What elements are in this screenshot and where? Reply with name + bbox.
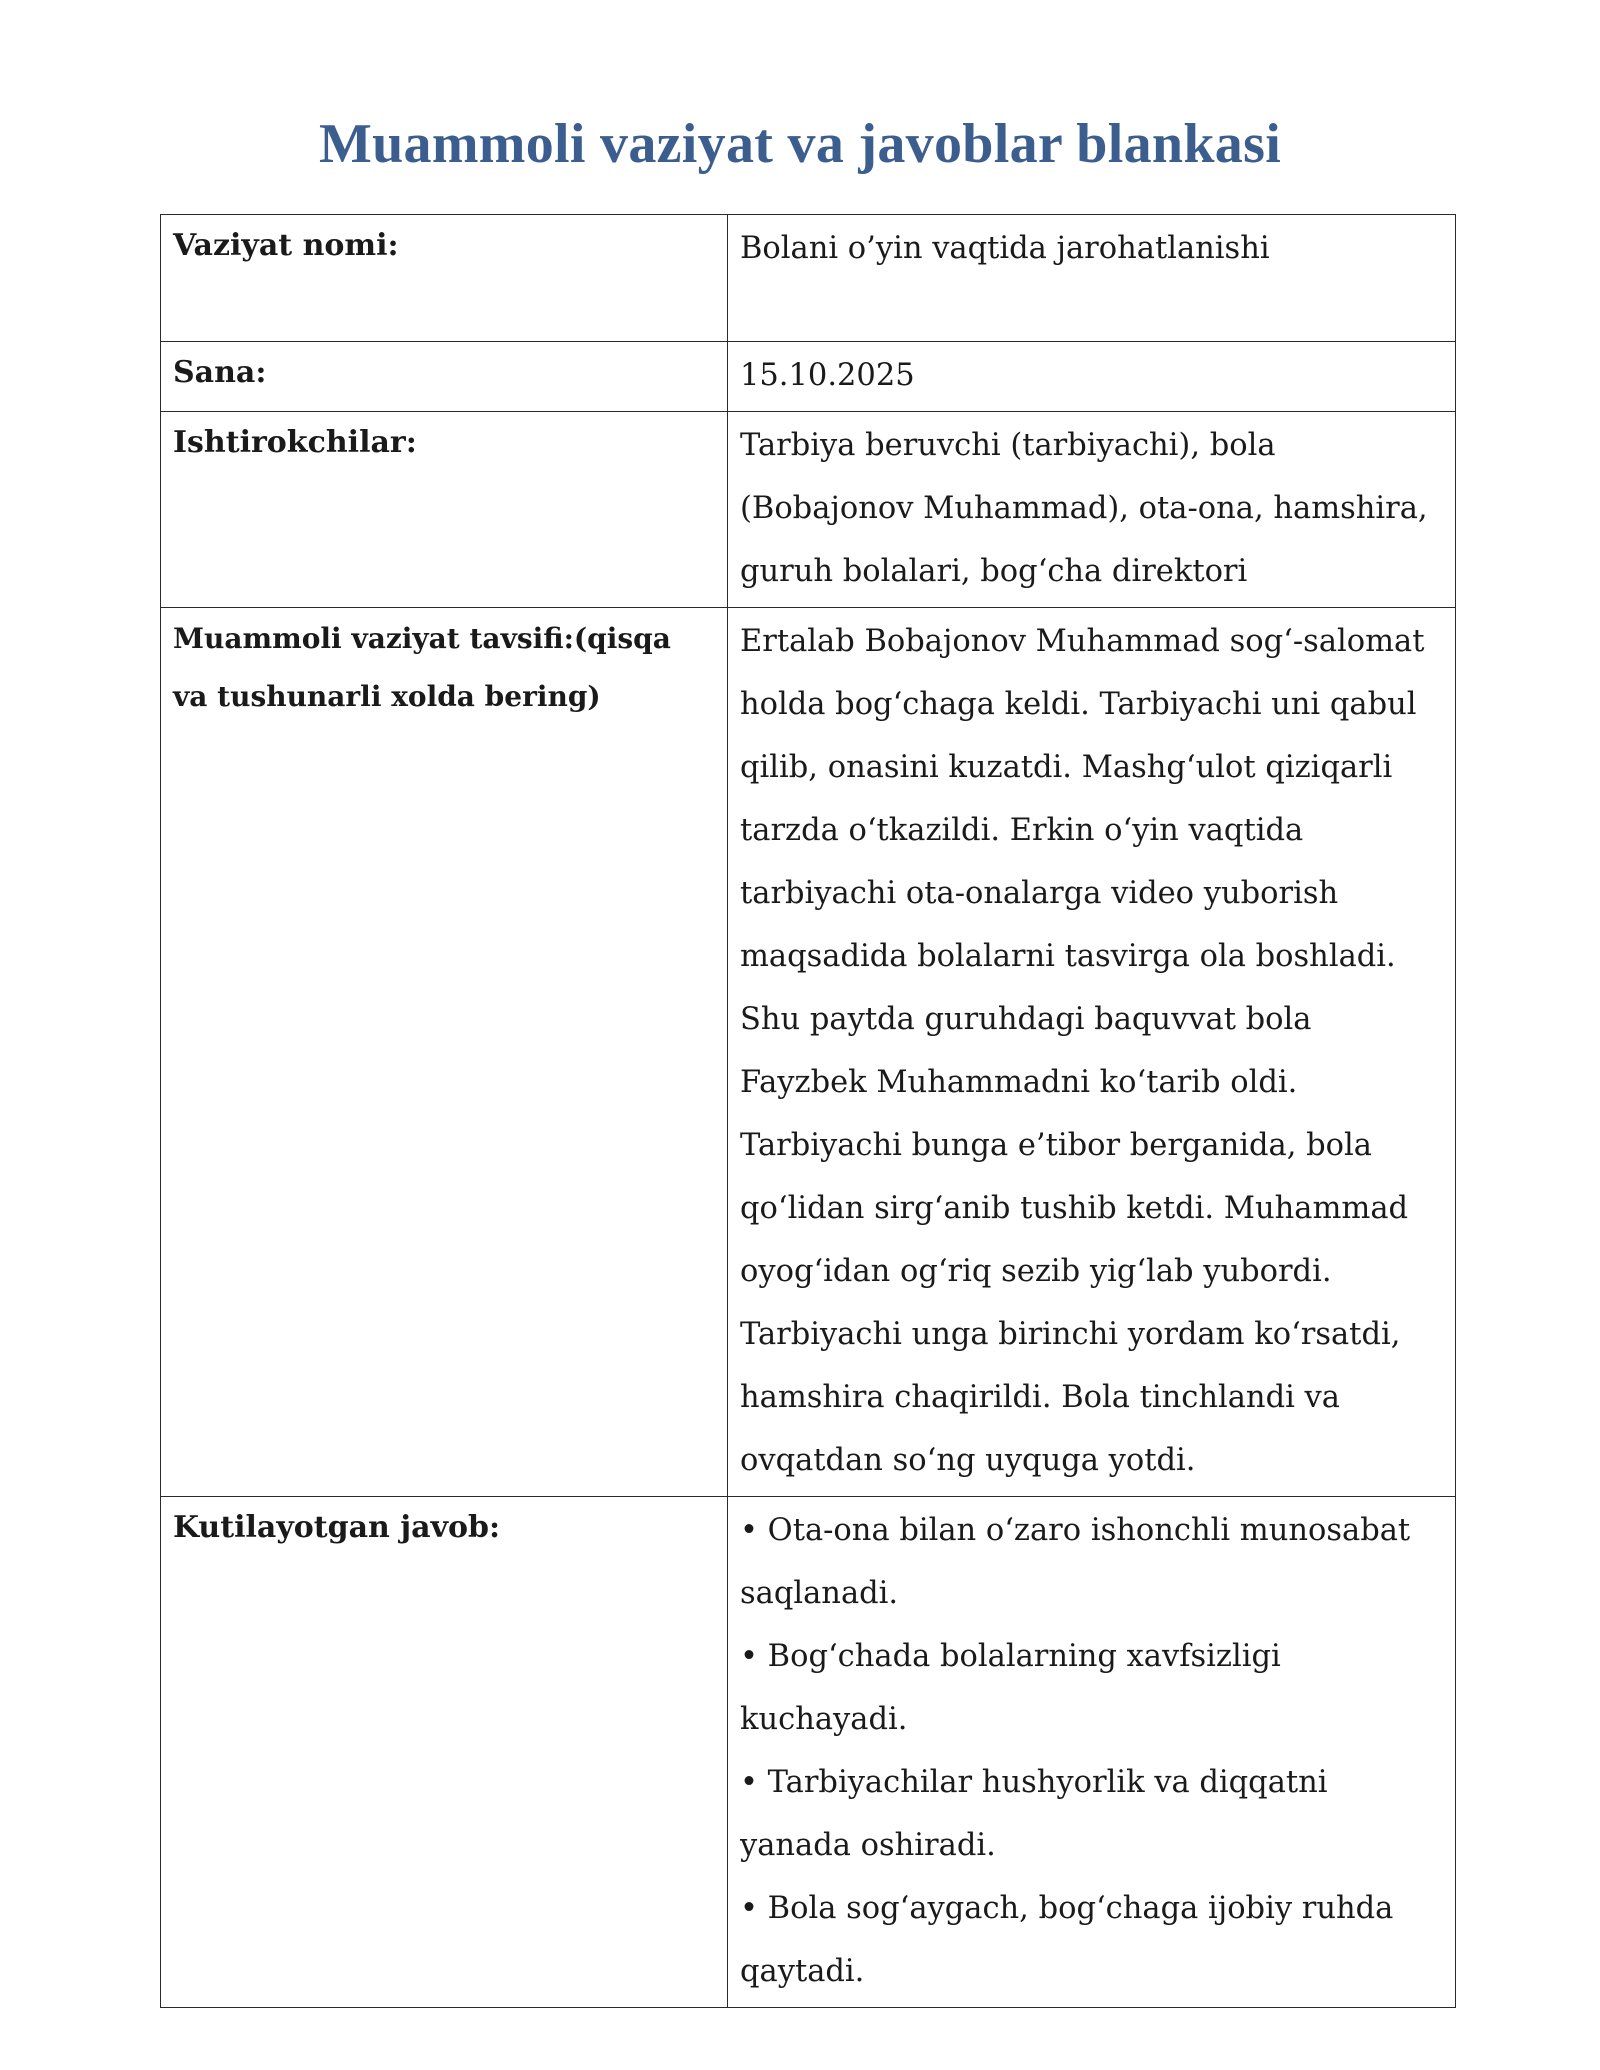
participants-value: Tarbiya beruvchi (tarbiyachi), bola (Bobajonov Muhammad), ota-ona, hamshira, guruh bolalari, bog‘cha direktori	[728, 412, 1456, 608]
description-label: Muammoli vaziyat tavsifi:(qisqa va tushunarli xolda bering)	[161, 608, 728, 1497]
list-item: • Bola sog‘aygach, bog‘chaga ijobiy ruhda qaytadi.	[740, 1891, 1394, 1989]
expected-answer-label: Kutilayotgan javob:	[161, 1497, 728, 2008]
table-row	[161, 412, 1456, 608]
situation-name-label: Vaziyat nomi:	[161, 215, 728, 342]
date-label: Sana:	[161, 342, 728, 412]
table-row	[161, 1497, 1456, 2008]
table-row	[161, 215, 1456, 342]
list-item: • Bog‘chada bolalarning xavfsizligi kuchayadi.	[740, 1639, 1281, 1737]
situation-name-value: Bolani o’yin vaqtida jarohatlanishi	[728, 215, 1456, 342]
participants-label: Ishtirokchilar:	[161, 412, 728, 608]
situation-form-table	[160, 214, 1456, 2008]
list-item: • Ota-ona bilan o‘zaro ishonchli munosabat saqlanadi.	[740, 1513, 1411, 1611]
table-row	[161, 608, 1456, 1497]
date-value: 15.10.2025	[728, 342, 1456, 412]
page-title: Muammoli vaziyat va javoblar blankasi	[318, 113, 1282, 175]
expected-answer-list	[728, 1497, 1456, 2008]
description-value: Ertalab Bobajonov Muhammad sog‘-salomat holda bog‘chaga keldi. Tarbiyachi uni qabul qilib, onasini kuzatdi. Mashg‘ulot qiziqarli tarzda o‘tkazildi. Erkin o‘yin vaqtida tarbiyachi ota-onalarga video yuborish maqsadida bolalarni tasvirga ola boshladi. Shu paytda guruhdagi baquvvat bola Fayzbek Muhammadni ko‘tarib oldi. Tarbiyachi bunga e’tibor berganida, bola qo‘lidan sirg‘anib tushib ketdi. Muhammad oyog‘idan og‘riq sezib yig‘lab yubordi. Tarbiyachi unga birinchi yordam ko‘rsatdi, hamshira chaqirildi. Bola tinchlandi va ovqatdan so‘ng uyquga yotdi.	[728, 608, 1456, 1497]
table-row	[161, 342, 1456, 412]
list-item: • Tarbiyachilar hushyorlik va diqqatni yanada oshiradi.	[740, 1765, 1328, 1863]
